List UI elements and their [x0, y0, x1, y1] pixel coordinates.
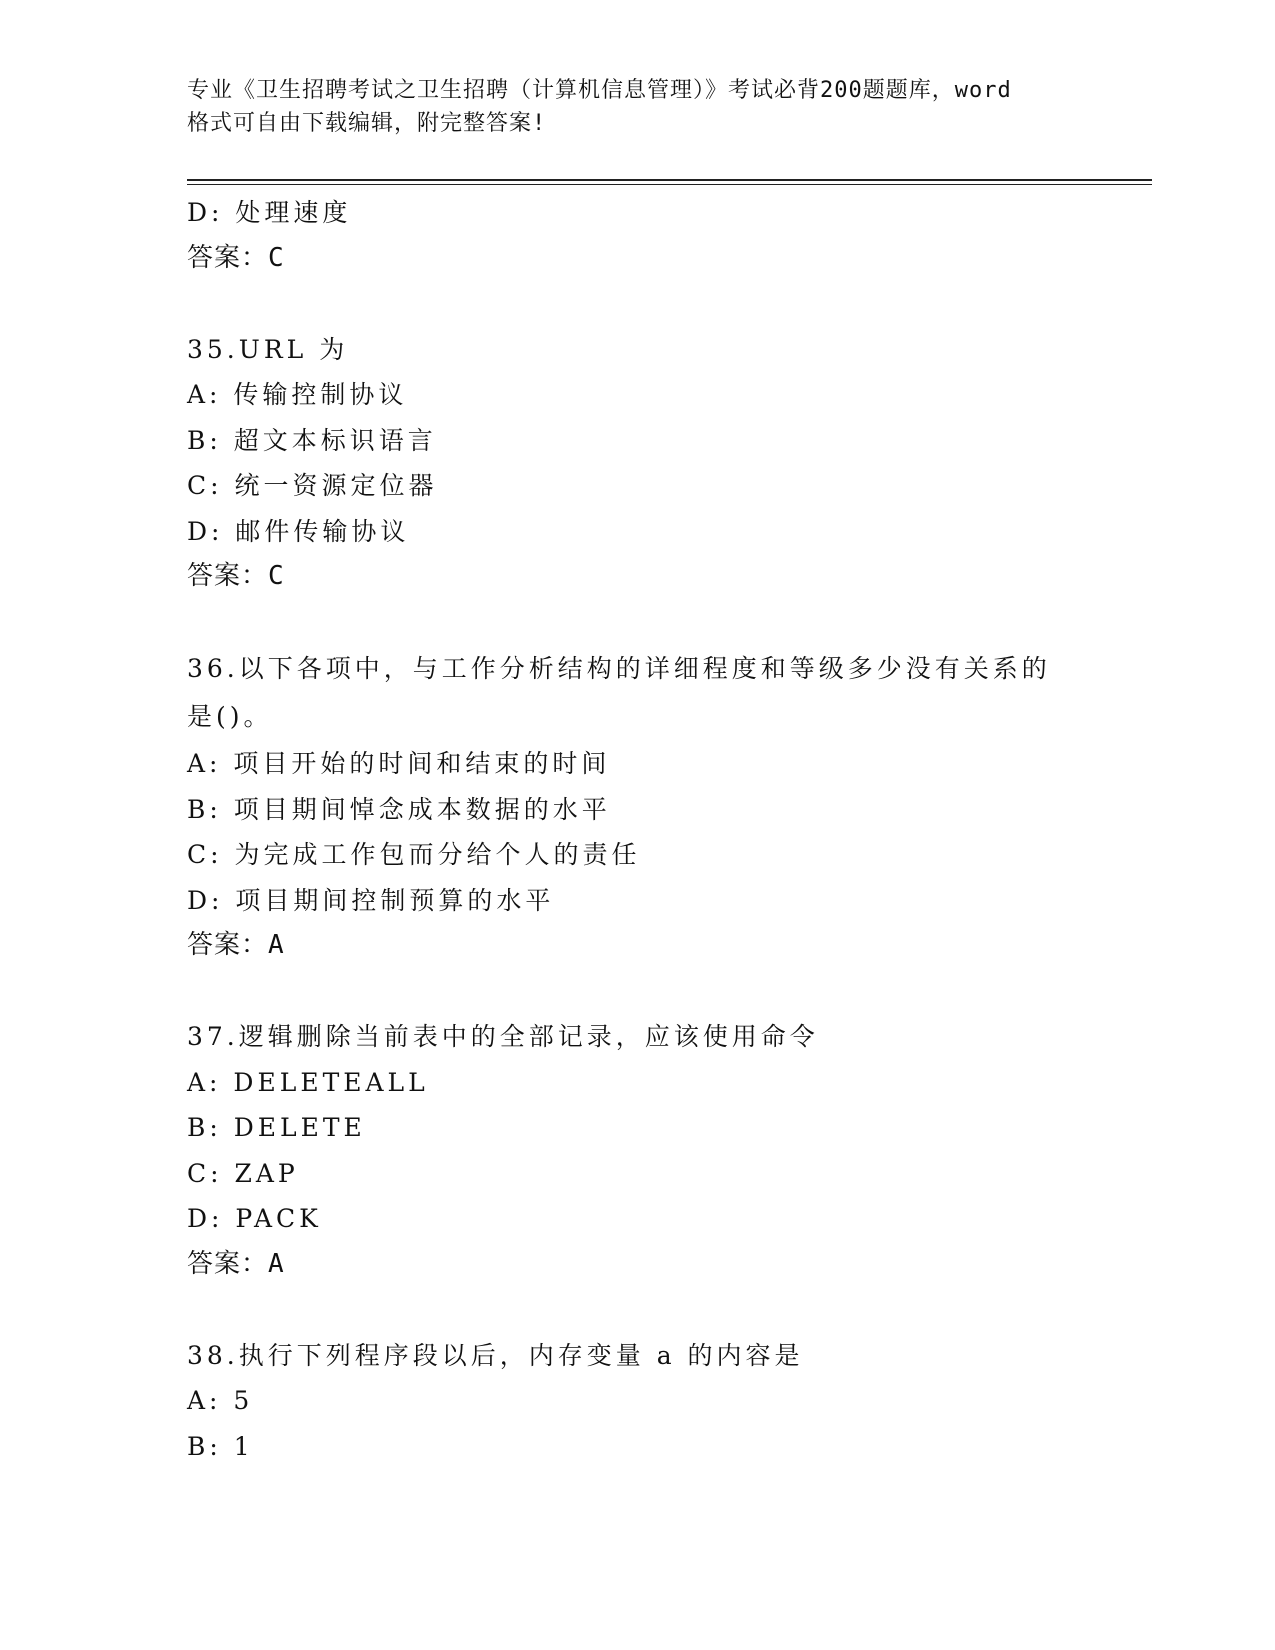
answer-line: 答案：C [187, 561, 285, 591]
option-c: C: 统一资源定位器 [187, 471, 438, 500]
question-item [187, 1014, 1087, 1287]
spacer [187, 281, 1087, 327]
option-a: A: DELETEALL [187, 1067, 429, 1097]
header-divider-top [187, 179, 1152, 181]
question-item [187, 1333, 1087, 1470]
option-b: B: 1 [187, 1431, 254, 1461]
option-d: D: 项目期间控制预算的水平 [187, 885, 555, 915]
option-a: A: 项目开始的时间和结束的时间 [187, 749, 611, 778]
answer-line: 答案：C [187, 242, 285, 273]
option-d: D: PACK [187, 1204, 322, 1233]
spacer [187, 600, 1087, 646]
header-divider-bottom [187, 184, 1152, 185]
option-d: D: 处理速度 [187, 198, 352, 227]
document-header [187, 74, 1107, 140]
header-line-2: 格式可自由下载编辑，附完整答案! [187, 111, 547, 136]
option-b: B: DELETE [187, 1113, 366, 1142]
option-d: D: 邮件传输协议 [187, 516, 410, 546]
spacer [187, 969, 1087, 1015]
option-c: C: ZAP [187, 1158, 299, 1188]
option-b: B: 超文本标识语言 [187, 425, 437, 455]
question-stem: 36.以下各项中，与工作分析结构的详细程度和等级多少没有关系的是()。 [187, 654, 1051, 731]
option-b: B: 项目期间悼念成本数据的水平 [187, 794, 611, 824]
option-a: A: 传输控制协议 [187, 380, 408, 409]
question-item [187, 327, 1087, 600]
question-stem: 38.执行下列程序段以后，内存变量 a 的内容是 [187, 1340, 804, 1370]
header-line-1: 专业《卫生招聘考试之卫生招聘（计算机信息管理）》考试必背200题题库，word [187, 78, 1012, 103]
spacer [187, 1287, 1087, 1333]
answer-line: 答案：A [187, 1248, 285, 1279]
option-c: C: 为完成工作包而分给个人的责任 [187, 840, 641, 869]
question-list [187, 190, 1087, 1469]
option-a: A: 5 [187, 1386, 254, 1415]
question-item [187, 645, 1087, 969]
answer-line: 答案：A [187, 930, 285, 960]
question-stem: 35.URL 为 [187, 334, 349, 364]
question-stem: 37.逻辑删除当前表中的全部记录，应该使用命令 [187, 1022, 819, 1051]
